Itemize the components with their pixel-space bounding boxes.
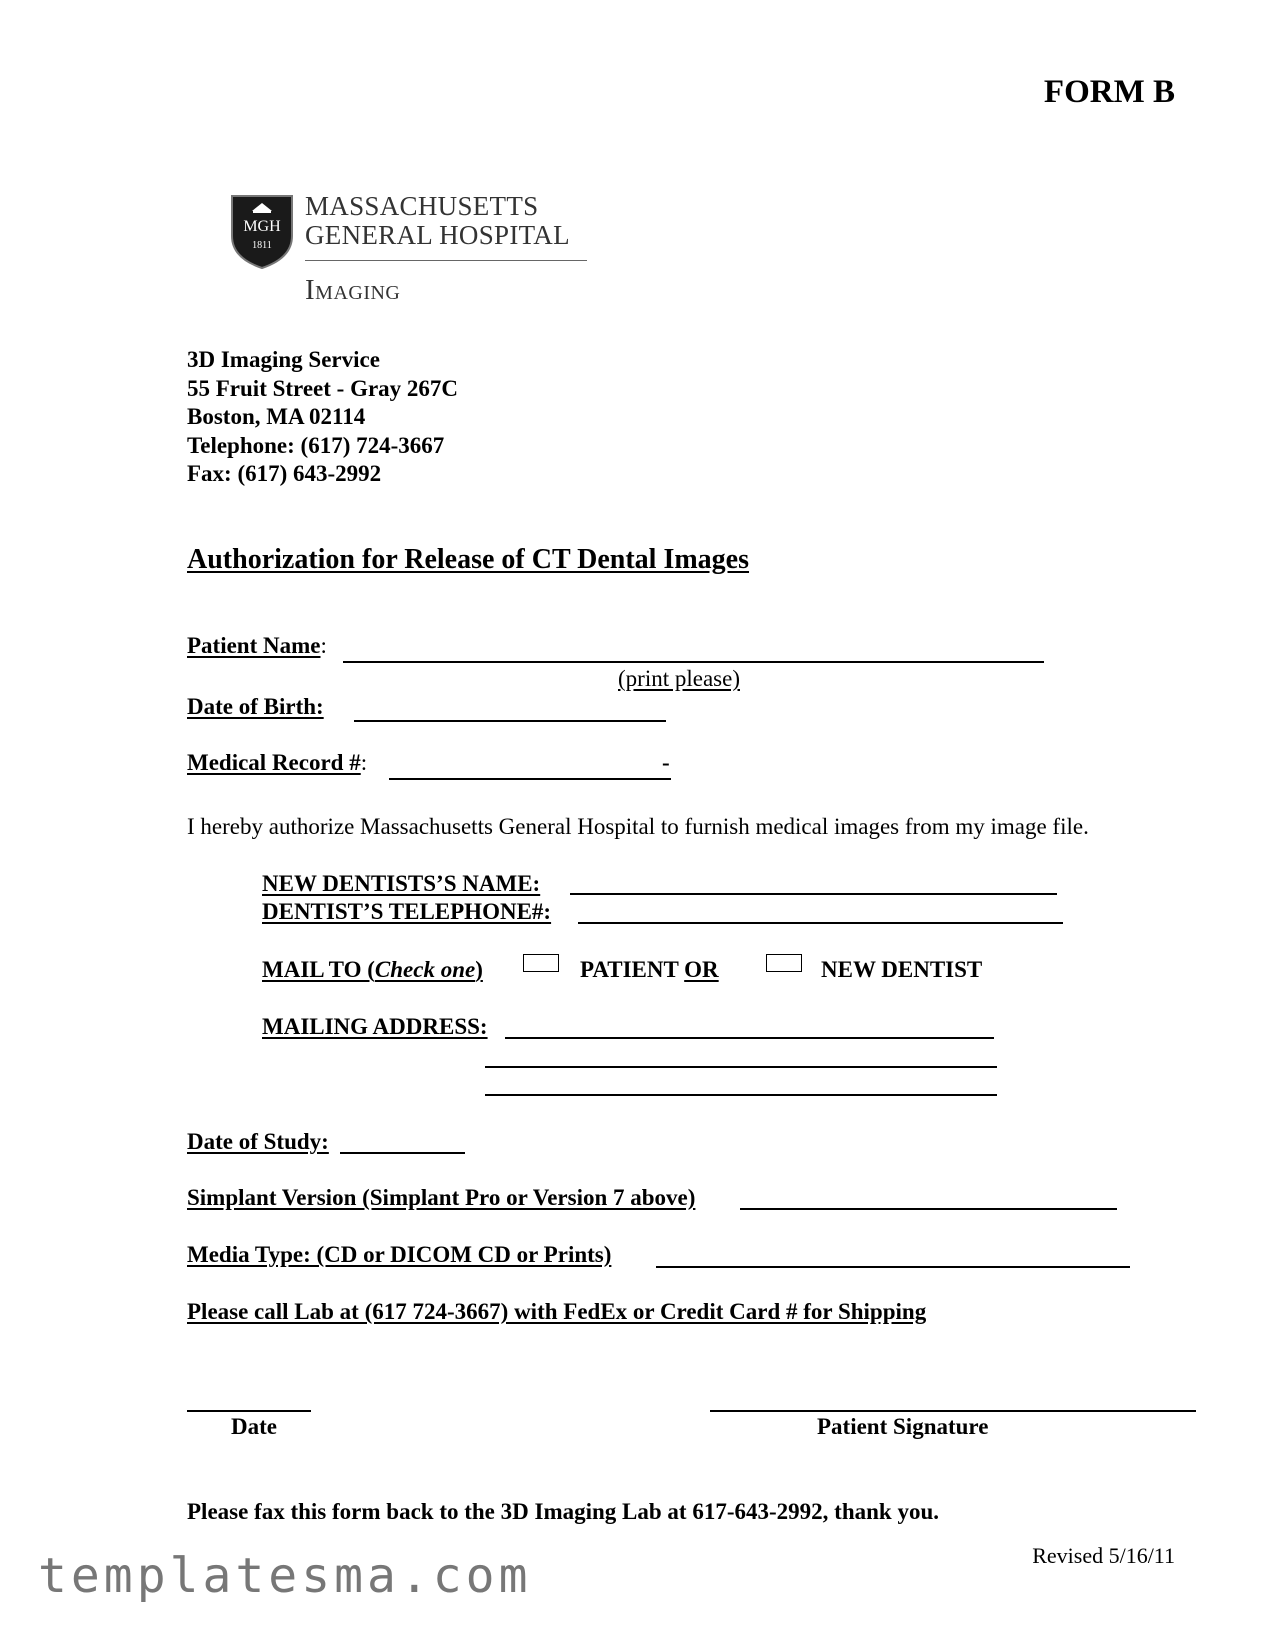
patient-signature-label: Patient Signature [817,1414,989,1439]
mrn-dash: - [662,750,670,775]
signature-date-label: Date [231,1414,277,1439]
dob-field[interactable] [354,720,666,722]
study-date-label: Date of Study: [187,1129,329,1154]
mrn-label: Medical Record #: [187,750,368,775]
dentist-name-label: NEW DENTISTS’S NAME: [262,871,541,896]
media-type-label: Media Type: (CD or DICOM CD or Prints) [187,1242,612,1267]
patient-name-field[interactable] [343,661,1044,663]
patient-signature-field[interactable] [710,1410,1196,1412]
mailing-address-label: MAILING ADDRESS: [262,1014,488,1039]
mrn-field[interactable] [389,778,671,780]
patient-option: PATIENT OR [580,957,719,982]
mailing-address-line-3[interactable] [485,1094,997,1096]
revision-date: Revised 5/16/11 [1032,1543,1175,1568]
new-dentist-checkbox[interactable] [766,954,802,972]
dentist-phone-field[interactable] [578,922,1063,924]
mailing-address-line-1[interactable] [505,1037,994,1039]
watermark: templatesma.com [38,1548,532,1604]
call-lab-note: Please call Lab at (617 724-3667) with FedEx or Credit Card # for Shipping [187,1299,927,1324]
street-address: 55 Fruit Street - Gray 267C [187,375,459,401]
dentist-phone-label: DENTIST’S TELEPHONE#: [262,899,552,924]
simplant-version-field[interactable] [740,1208,1117,1210]
fax: Fax: (617) 643-2992 [187,461,382,486]
address-block [187,346,458,489]
shield-text: MGH [243,218,281,235]
form-id: FORM B [1043,74,1175,110]
dentist-name-field[interactable] [570,893,1057,895]
patient-name-label: Patient Name: [187,633,327,658]
mailing-address-line-2[interactable] [485,1066,997,1068]
mgh-shield-logo [230,194,294,270]
media-type-field[interactable] [656,1266,1130,1268]
mail-to-label: MAIL TO (Check one) [262,957,483,982]
form-title: Authorization for Release of CT Dental Images [187,544,750,575]
new-dentist-option: NEW DENTIST [821,957,983,982]
fax-back-note: Please fax this form back to the 3D Imaging Lab at 617-643-2992, thank you. [187,1499,939,1524]
logo-organization [305,192,570,250]
logo-divider [305,260,587,261]
telephone: Telephone: (617) 724-3667 [187,432,445,458]
logo-department: Imaging [305,274,401,306]
patient-checkbox[interactable] [523,954,559,972]
city-state-zip: Boston, MA 02114 [187,404,366,429]
signature-date-field[interactable] [187,1410,311,1412]
study-date-field[interactable] [340,1152,465,1154]
service-name: 3D Imaging Service [187,347,380,372]
logo-line-1: MASSACHUSETTS [305,191,539,221]
dob-label: Date of Birth: [187,694,324,719]
shield-year: 1811 [252,240,272,251]
print-please-hint: (print please) [618,666,740,691]
authorization-statement: I hereby authorize Massachusetts General Hospital to furnish medical images from my image file. [187,814,1089,839]
simplant-version-label: Simplant Version (Simplant Pro or Version 7 above) [187,1185,696,1210]
logo-line-2: GENERAL HOSPITAL [305,220,570,250]
